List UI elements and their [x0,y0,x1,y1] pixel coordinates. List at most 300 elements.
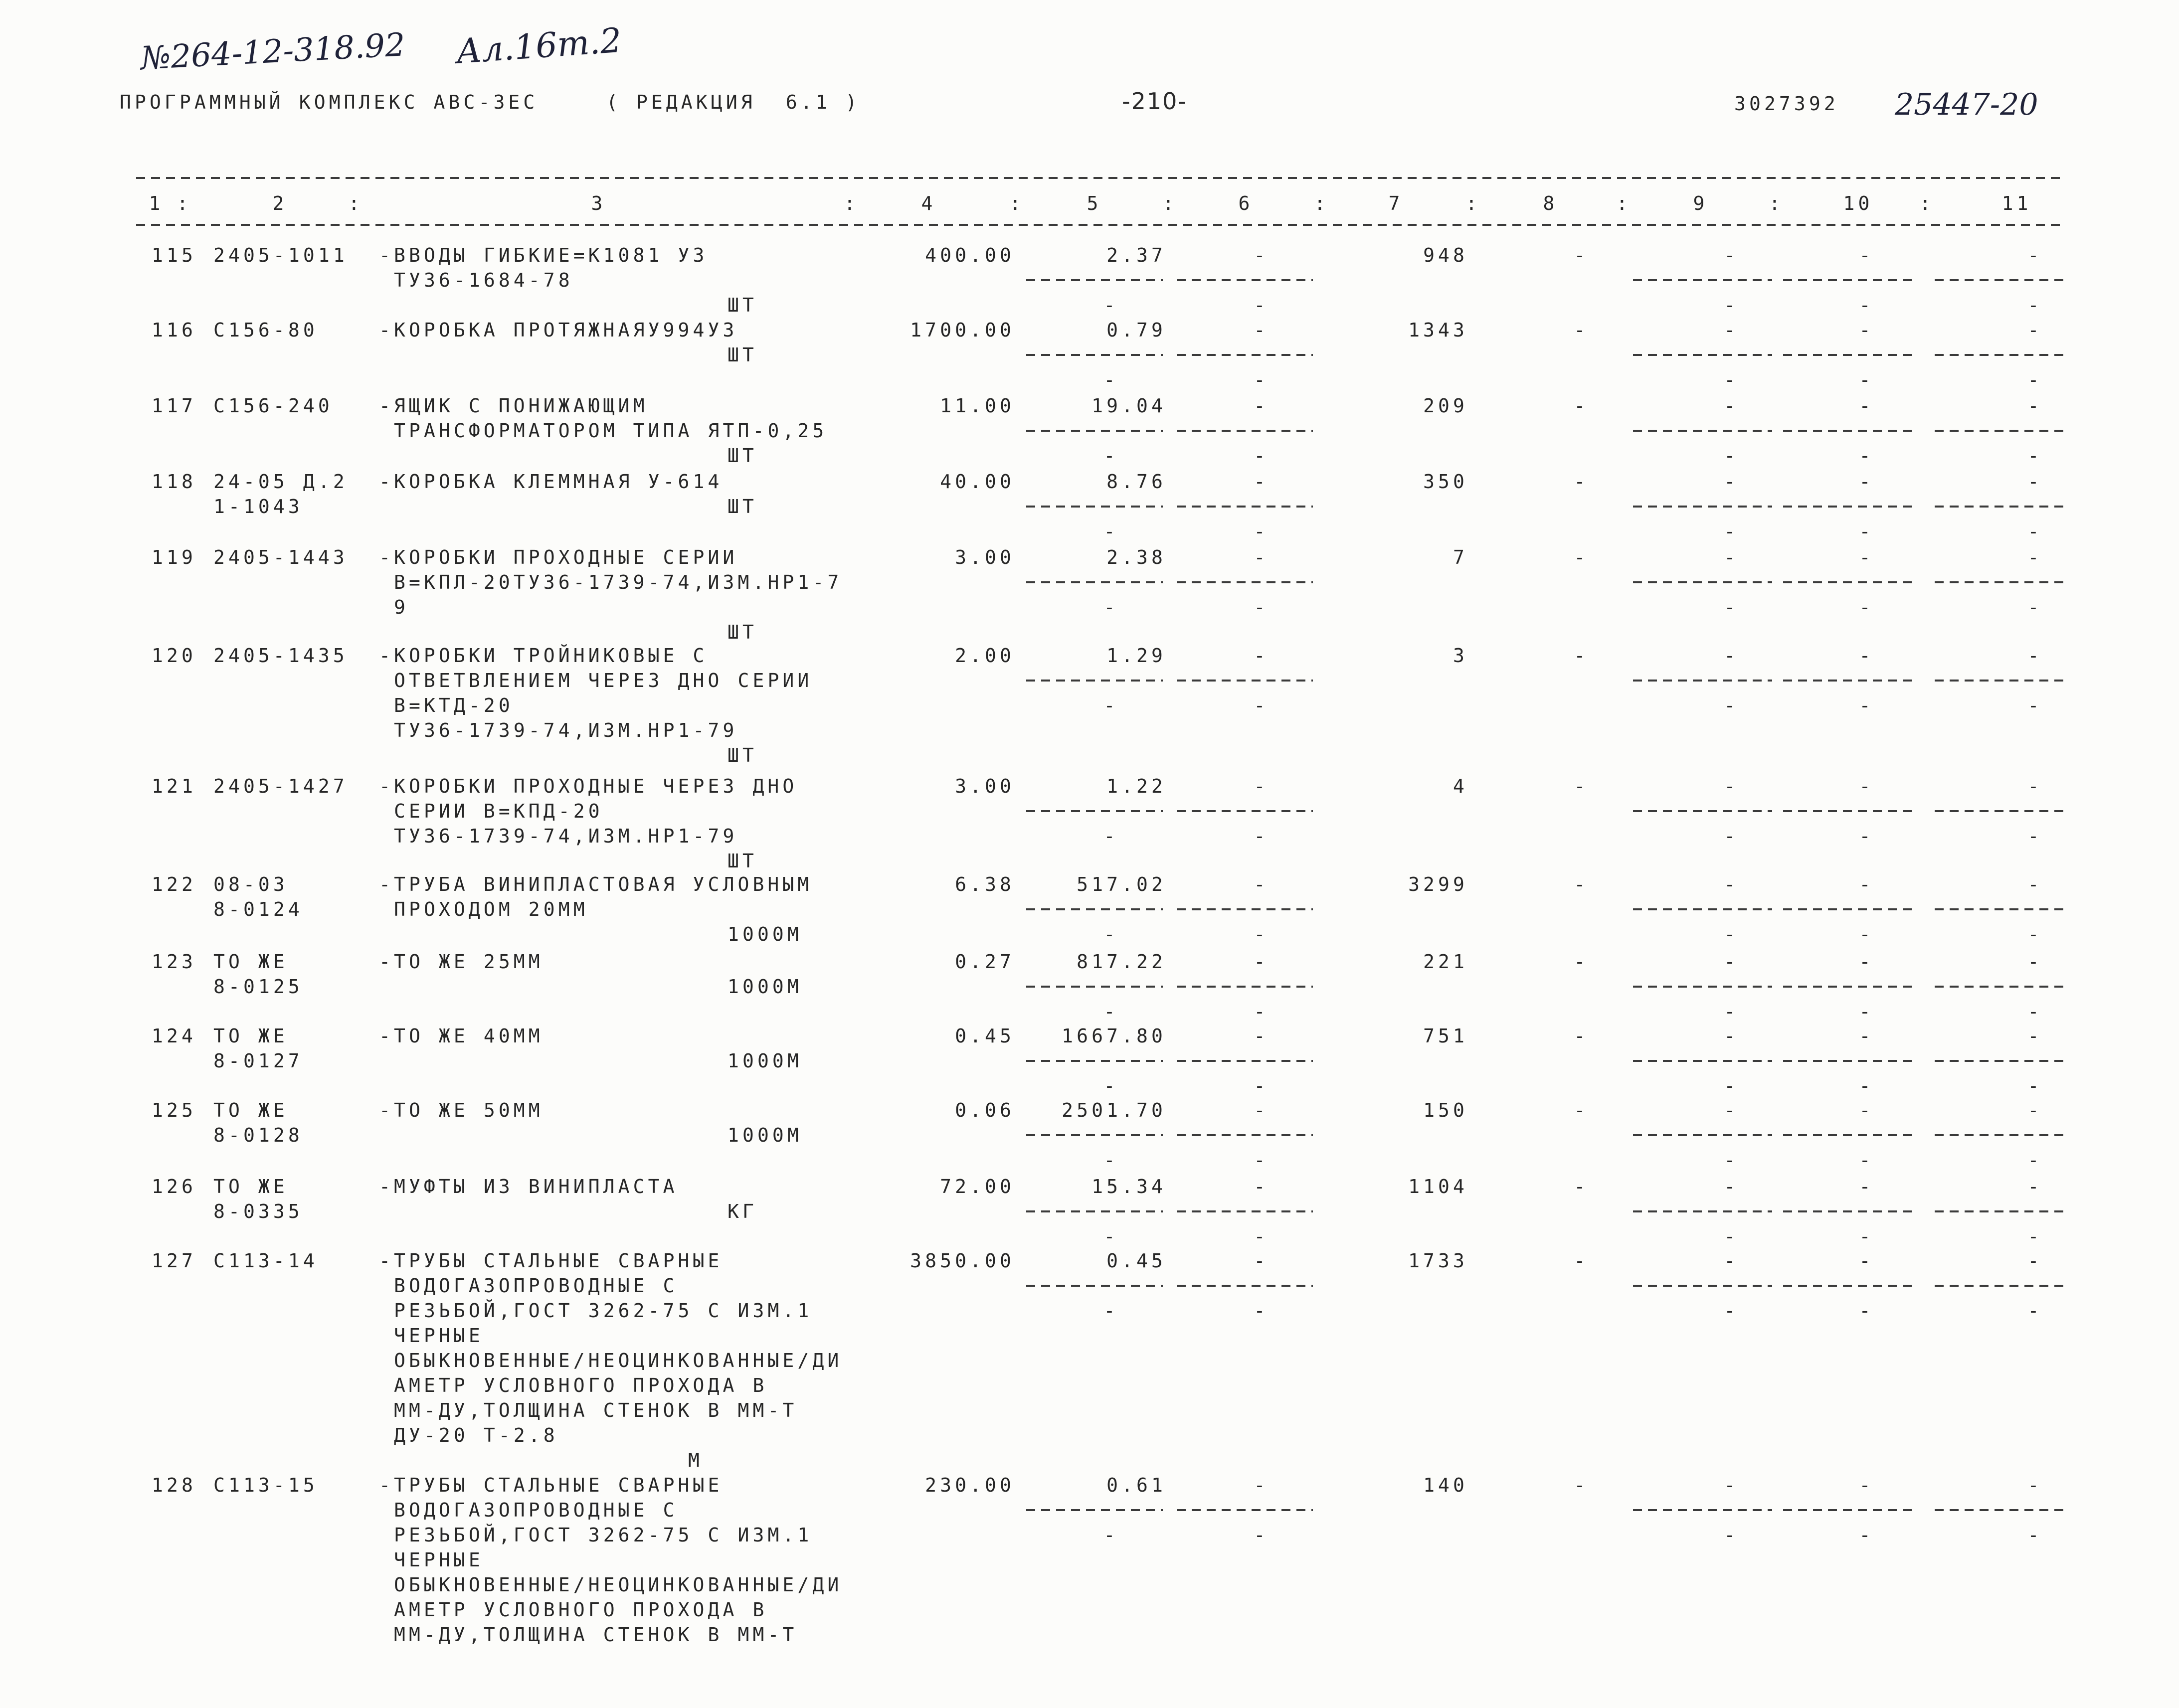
item-description-line: -КОРОБКИ ПРОХОДНЫЕ СЕРИИ [379,546,738,568]
column-6-separator [1177,279,1313,281]
column-6-value: - [1254,244,1269,266]
column-header-10: 10 [1843,192,1873,214]
column-11-sub: - [2027,1075,2043,1097]
quantity: 1700.00 [910,319,1015,341]
unit-price-separator [1026,680,1163,682]
unit-price-sub: - [1103,1075,1119,1097]
column-header-8: 8 [1543,192,1558,214]
unit-of-measure: 1000М [727,976,802,998]
column-6-sub: - [1254,1075,1269,1097]
column-6-sub: - [1254,923,1269,945]
unit-price-sub: - [1103,923,1119,945]
quantity: 6.38 [955,873,1015,895]
column-6-value: - [1254,1025,1269,1047]
column-9-value: - [1724,775,1739,797]
column-10-separator [1783,581,1917,583]
total-cost: 1733 [1408,1250,1468,1272]
column-11-separator [1935,1134,2064,1136]
column-9-value: - [1724,1099,1739,1121]
column-9-separator [1633,1210,1772,1212]
unit-of-measure: 1000М [727,1050,802,1072]
column-10-sub: - [1859,596,1874,618]
column-6-value: - [1254,1250,1269,1272]
row-number: 122 [152,873,196,895]
unit-price-sub: - [1103,520,1119,542]
column-8-value: - [1574,873,1589,895]
column-10-value: - [1859,244,1874,266]
column-11-sub: - [2027,1300,2043,1322]
item-description-line: АМЕТР УСЛОВНОГО ПРОХОДА В [394,1599,768,1621]
column-11-separator [1935,354,2064,356]
column-9-value: - [1724,873,1739,895]
column-header-11: 11 [2001,192,2032,214]
unit-of-measure: ШТ [727,744,757,766]
column-header-2: 2 [272,192,288,214]
column-11-value: - [2027,1250,2043,1272]
column-11-sub: - [2027,1524,2043,1546]
column-9-separator [1633,1509,1772,1511]
column-header-1: 1 [149,192,164,214]
unit-price-separator [1026,1210,1163,1212]
item-description-line: -ЯЩИК С ПОНИЖАЮЩИМ [379,395,648,417]
total-cost: 221 [1423,951,1468,973]
column-9-sub: - [1724,1524,1739,1546]
column-9-separator [1633,430,1772,432]
column-10-sub: - [1859,1524,1874,1546]
item-description-line: ТУ36-1739-74,ИЗМ.НР1-79 [394,719,738,741]
column-11-separator [1935,1210,2064,1212]
column-9-separator [1633,908,1772,910]
column-9-value: - [1724,1250,1739,1272]
item-code: 2405-1435 [213,645,348,667]
column-10-separator [1783,1285,1917,1287]
unit-price-separator [1026,986,1163,988]
column-8-value: - [1574,546,1589,568]
column-9-sub: - [1724,1300,1739,1322]
handwritten-document-number: №264-12-318.92 [140,26,406,77]
column-separator: : [177,192,192,214]
unit-price-separator [1026,279,1163,281]
column-10-separator [1783,1060,1917,1062]
item-description-line: -ТО ЖЕ 40ММ [379,1025,544,1047]
column-10-separator [1783,506,1917,508]
column-9-value: - [1724,395,1739,417]
column-6-value: - [1254,951,1269,973]
unit-price-separator [1026,581,1163,583]
column-8-value: - [1574,1250,1589,1272]
column-6-value: - [1254,471,1269,493]
column-11-value: - [2027,645,2043,667]
column-10-sub: - [1859,445,1874,467]
total-cost: 350 [1423,471,1468,493]
column-10-value: - [1859,1176,1874,1197]
item-description-line: ТУ36-1684-78 [394,269,573,291]
unit-price: 0.45 [1106,1250,1166,1272]
column-11-value: - [2027,1176,2043,1197]
item-code: ТО ЖЕ [213,1176,288,1197]
total-cost: 1104 [1408,1176,1468,1197]
column-6-sub: - [1254,1300,1269,1322]
column-10-value: - [1859,319,1874,341]
total-cost: 140 [1423,1474,1468,1496]
total-cost: 948 [1423,244,1468,266]
unit-of-measure: ШТ [727,850,757,872]
column-6-value: - [1254,395,1269,417]
unit-price: 1667.80 [1062,1025,1166,1047]
unit-price: 1.22 [1106,775,1166,797]
total-cost: 3299 [1408,873,1468,895]
item-description-line: РЕЗЬБОЙ,ГОСТ 3262-75 С ИЗМ.1 [394,1524,813,1546]
column-11-separator [1935,430,2064,432]
item-description-line: -КОРОБКИ ТРОЙНИКОВЫЕ С [379,645,708,667]
unit-price: 15.34 [1091,1176,1166,1197]
column-9-value: - [1724,546,1739,568]
column-10-value: - [1859,775,1874,797]
column-9-value: - [1724,1474,1739,1496]
page-number: -210- [1122,88,1187,115]
program-edition: ( РЕДАКЦИЯ 6.1 ) [606,91,861,113]
item-description-line: ОБЫКНОВЕННЫЕ/НЕОЦИНКОВАННЫЕ/ДИ [394,1350,843,1371]
column-11-sub: - [2027,520,2043,542]
column-6-value: - [1254,645,1269,667]
unit-of-measure: ШТ [727,621,757,643]
unit-price-separator [1026,354,1163,356]
unit-price-separator [1026,430,1163,432]
total-cost: 150 [1423,1099,1468,1121]
column-6-sub: - [1254,445,1269,467]
column-8-value: - [1574,1099,1589,1121]
item-code: 1-1043 [213,496,303,517]
column-11-sub: - [2027,294,2043,316]
column-9-separator [1633,986,1772,988]
header-bottom-rule [136,224,2064,226]
column-9-value: - [1724,951,1739,973]
column-6-sub: - [1254,294,1269,316]
column-10-separator [1783,354,1917,356]
item-description-line: ПРОХОДОМ 20ММ [394,898,588,920]
column-6-separator [1177,986,1313,988]
column-6-value: - [1254,546,1269,568]
column-10-value: - [1859,1474,1874,1496]
item-code: 2405-1427 [213,775,348,797]
column-9-sub: - [1724,1001,1739,1023]
item-code: С156-80 [213,319,318,341]
item-code: С113-15 [213,1474,318,1496]
unit-of-measure: 1000М [727,923,802,945]
column-9-sub: - [1724,445,1739,467]
item-description-line: -ТО ЖЕ 25ММ [379,951,544,973]
column-9-separator [1633,506,1772,508]
row-number: 124 [152,1025,196,1047]
item-code: 08-03 [213,873,288,895]
column-6-value: - [1254,1099,1269,1121]
item-description-line: -КОРОБКА ПРОТЯЖНАЯУ994У3 [379,319,738,341]
column-11-sub: - [2027,445,2043,467]
quantity: 400.00 [925,244,1015,266]
unit-price-sub: - [1103,596,1119,618]
column-9-value: - [1724,645,1739,667]
total-cost: 209 [1423,395,1468,417]
column-6-value: - [1254,1474,1269,1496]
unit-price: 517.02 [1077,873,1166,895]
item-code: С113-14 [213,1250,318,1272]
column-11-sub: - [2027,369,2043,391]
column-11-separator [1935,986,2064,988]
row-number: 120 [152,645,196,667]
column-11-separator [1935,908,2064,910]
column-11-value: - [2027,546,2043,568]
column-9-separator [1633,581,1772,583]
column-separator: : [1314,192,1329,214]
unit-of-measure: ШТ [727,496,757,517]
column-10-sub: - [1859,369,1874,391]
column-10-sub: - [1859,694,1874,716]
unit-price-sub: - [1103,1225,1119,1247]
column-11-sub: - [2027,596,2043,618]
column-6-separator [1177,1134,1313,1136]
quantity: 230.00 [925,1474,1015,1496]
item-description-line: В=КПЛ-20ТУ36-1739-74,ИЗМ.НР1-7 [394,571,843,593]
column-8-value: - [1574,645,1589,667]
item-description-line: СЕРИИ В=КПД-20 [394,800,603,822]
unit-price-separator [1026,810,1163,812]
unit-price-sub: - [1103,694,1119,716]
column-6-separator [1177,430,1313,432]
column-10-value: - [1859,395,1874,417]
item-description-line: ЧЕРНЫЕ [394,1549,484,1571]
total-cost: 1343 [1408,319,1468,341]
column-8-value: - [1574,951,1589,973]
column-6-separator [1177,581,1313,583]
quantity: 2.00 [955,645,1015,667]
column-6-sub: - [1254,1524,1269,1546]
unit-price-sub: - [1103,369,1119,391]
total-cost: 4 [1453,775,1468,797]
item-description-line: ВОДОГАЗОПРОВОДНЫЕ С [394,1275,678,1297]
unit-of-measure: КГ [727,1200,757,1222]
item-code: 24-05 Д.2 [213,471,348,493]
column-header-9: 9 [1693,192,1708,214]
column-6-sub: - [1254,1149,1269,1171]
column-6-value: - [1254,775,1269,797]
item-code: ТО ЖЕ [213,1099,288,1121]
column-header-6: 6 [1238,192,1254,214]
column-6-separator [1177,1210,1313,1212]
column-11-sub: - [2027,825,2043,847]
column-9-value: - [1724,244,1739,266]
column-8-value: - [1574,395,1589,417]
quantity: 3.00 [955,775,1015,797]
quantity: 40.00 [940,471,1015,493]
column-10-separator [1783,1210,1917,1212]
program-title: ПРОГРАММНЫЙ КОМПЛЕКС АВС-3ЕС [120,91,539,113]
column-6-separator [1177,1285,1313,1287]
unit-price-separator [1026,1060,1163,1062]
column-9-value: - [1724,319,1739,341]
column-10-separator [1783,986,1917,988]
item-description-line: АМЕТР УСЛОВНОГО ПРОХОДА В [394,1374,768,1396]
column-11-value: - [2027,873,2043,895]
column-9-sub: - [1724,1075,1739,1097]
column-11-value: - [2027,775,2043,797]
column-6-separator [1177,680,1313,682]
column-9-sub: - [1724,694,1739,716]
item-description-line: -ТРУБЫ СТАЛЬНЫЕ СВАРНЫЕ [379,1474,723,1496]
unit-price-separator [1026,1134,1163,1136]
column-11-value: - [2027,244,2043,266]
item-code: 2405-1011 [213,244,348,266]
column-9-value: - [1724,471,1739,493]
column-8-value: - [1574,319,1589,341]
quantity: 3.00 [955,546,1015,568]
column-11-value: - [2027,951,2043,973]
column-8-value: - [1574,244,1589,266]
column-10-sub: - [1859,1001,1874,1023]
row-number: 125 [152,1099,196,1121]
item-code: С156-240 [213,395,333,417]
column-9-separator [1633,1060,1772,1062]
column-6-value: - [1254,319,1269,341]
item-description-line: -КОРОБКА КЛЕММНАЯ У-614 [379,471,723,493]
column-11-separator [1935,1060,2064,1062]
column-9-sub: - [1724,825,1739,847]
column-10-sub: - [1859,294,1874,316]
column-9-sub: - [1724,1149,1739,1171]
item-code: 8-0124 [213,898,303,920]
item-code: 8-0127 [213,1050,303,1072]
unit-price-sub: - [1103,825,1119,847]
column-6-sub: - [1254,1001,1269,1023]
column-9-sub: - [1724,294,1739,316]
column-6-sub: - [1254,825,1269,847]
unit-price: 2.38 [1106,546,1166,568]
unit-of-measure: ШТ [727,344,757,366]
column-11-separator [1935,506,2064,508]
column-11-value: - [2027,1099,2043,1121]
column-header-3: 3 [591,192,606,214]
item-code: 8-0125 [213,976,303,998]
column-11-sub: - [2027,694,2043,716]
unit-price-separator [1026,1285,1163,1287]
column-8-value: - [1574,775,1589,797]
item-description-line: ММ-ДУ,ТОЛЩИНА СТЕНОК В ММ-Т [394,1624,798,1646]
column-10-value: - [1859,1250,1874,1272]
item-description-line: ММ-ДУ,ТОЛЩИНА СТЕНОК В ММ-Т [394,1399,798,1421]
column-6-sub: - [1254,369,1269,391]
column-11-sub: - [2027,1225,2043,1247]
row-number: 119 [152,546,196,568]
column-10-value: - [1859,1025,1874,1047]
unit-price-sub: - [1103,294,1119,316]
unit-price: 817.22 [1077,951,1166,973]
unit-price: 8.76 [1106,471,1166,493]
column-11-sub: - [2027,923,2043,945]
column-10-value: - [1859,873,1874,895]
item-description-line: В=КТД-20 [394,694,514,716]
unit-price-sub: - [1103,445,1119,467]
unit-of-measure: ШТ [727,294,757,316]
column-10-sub: - [1859,825,1874,847]
handwritten-volume-note: Ал.16т.2 [455,20,623,72]
column-6-separator [1177,908,1313,910]
item-code: 8-0128 [213,1124,303,1146]
item-description-line: ЧЕРНЫЕ [394,1325,484,1347]
column-10-sub: - [1859,1225,1874,1247]
column-9-value: - [1724,1025,1739,1047]
column-9-separator [1633,680,1772,682]
unit-price: 19.04 [1091,395,1166,417]
column-8-value: - [1574,471,1589,493]
unit-price-separator [1026,506,1163,508]
column-6-sub: - [1254,596,1269,618]
column-6-sub: - [1254,520,1269,542]
column-10-sub: - [1859,1300,1874,1322]
quantity: 3850.00 [910,1250,1015,1272]
column-8-value: - [1574,1474,1589,1496]
column-11-value: - [2027,1025,2043,1047]
column-10-separator [1783,279,1917,281]
quantity: 0.06 [955,1099,1015,1121]
column-6-separator [1177,354,1313,356]
column-9-value: - [1724,1176,1739,1197]
column-10-separator [1783,1509,1917,1511]
unit-price: 0.61 [1106,1474,1166,1496]
column-11-separator [1935,680,2064,682]
row-number: 118 [152,471,196,493]
column-header-4: 4 [921,192,936,214]
quantity: 11.00 [940,395,1015,417]
column-separator: : [1162,192,1178,214]
column-11-sub: - [2027,1001,2043,1023]
unit-price-sub: - [1103,1524,1119,1546]
unit-price-separator [1026,1509,1163,1511]
column-6-separator [1177,1060,1313,1062]
unit-price-separator [1026,908,1163,910]
column-separator: : [1465,192,1481,214]
total-cost: 7 [1453,546,1468,568]
item-description-line: ВОДОГАЗОПРОВОДНЫЕ С [394,1499,678,1521]
unit-of-measure: ШТ [727,445,757,467]
row-number: 127 [152,1250,196,1272]
column-11-value: - [2027,395,2043,417]
column-11-value: - [2027,319,2043,341]
unit-of-measure: 1000М [727,1124,802,1146]
item-description-line: РЕЗЬБОЙ,ГОСТ 3262-75 С ИЗМ.1 [394,1300,813,1322]
row-number: 123 [152,951,196,973]
column-6-value: - [1254,873,1269,895]
column-header-5: 5 [1087,192,1102,214]
quantity: 72.00 [940,1176,1015,1197]
column-11-sub: - [2027,1149,2043,1171]
column-10-separator [1783,680,1917,682]
item-description-line: ОТВЕТВЛЕНИЕМ ЧЕРЕЗ ДНО СЕРИИ [394,670,813,691]
row-number: 128 [152,1474,196,1496]
column-6-separator [1177,1509,1313,1511]
column-10-value: - [1859,546,1874,568]
column-6-value: - [1254,1176,1269,1197]
column-10-sub: - [1859,923,1874,945]
column-separator: : [1616,192,1632,214]
column-9-separator [1633,1285,1772,1287]
column-10-value: - [1859,1099,1874,1121]
column-6-sub: - [1254,1225,1269,1247]
row-number: 117 [152,395,196,417]
unit-of-measure: М [688,1449,703,1471]
column-11-separator [1935,279,2064,281]
row-number: 115 [152,244,196,266]
column-9-sub: - [1724,923,1739,945]
column-9-separator [1633,810,1772,812]
